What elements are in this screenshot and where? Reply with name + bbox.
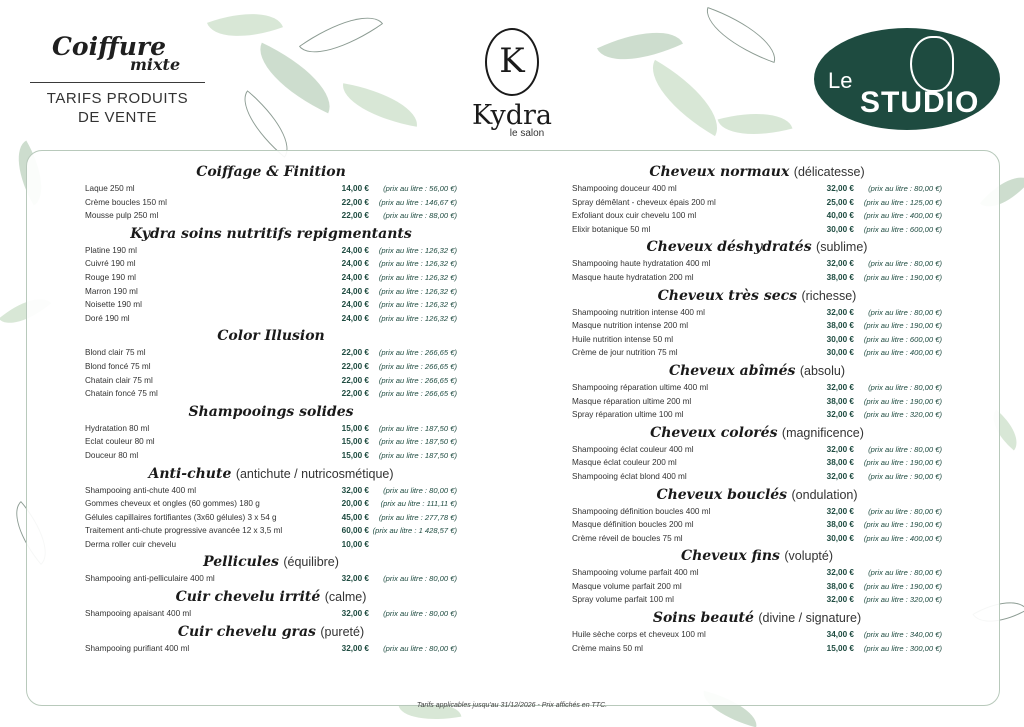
product-row [572, 456, 942, 470]
product-price: 22,00 € [341, 389, 369, 399]
product-price: 32,00 € [341, 609, 369, 619]
unit-price: (prix au litre : 266,65 €) [378, 348, 457, 358]
price-panel [26, 150, 1000, 706]
product-row [85, 374, 457, 388]
product-price: 40,00 € [826, 211, 854, 221]
product-price: 24,00 € [341, 286, 369, 296]
product-name: Shampooing purifiant 400 ml [85, 643, 190, 653]
product-row [85, 271, 457, 285]
section-title: Cheveux colorés [650, 424, 778, 441]
product-price: 30,00 € [826, 348, 854, 358]
unit-price: (prix au litre : 80,00 €) [383, 574, 457, 584]
le-studio-logo [814, 28, 1000, 130]
product-row [572, 319, 942, 333]
unit-price: (prix au litre : 90,00 €) [868, 471, 942, 481]
section-title: Cheveux abîmés [668, 362, 796, 379]
product-row [572, 443, 942, 457]
product-name: Shampooing douceur 400 ml [572, 184, 677, 193]
product-row [85, 346, 457, 360]
product-name: Shampooing apaisant 400 ml [85, 609, 192, 619]
product-price: 32,00 € [826, 259, 854, 269]
product-price: 10,00 € [341, 539, 369, 549]
product-name: Shampooing éclat blond 400 ml [572, 471, 687, 481]
unit-price: (prix au litre : 126,32 €) [378, 286, 457, 296]
product-name: Douceur 80 ml [85, 450, 139, 460]
product-row [85, 244, 457, 258]
tarifs-heading-line1: TARIFS PRODUITS [46, 90, 189, 107]
unit-price: (prix au litre : 126,32 €) [378, 313, 457, 323]
right-column [572, 161, 942, 655]
section-heading [85, 161, 457, 182]
section-subtitle: (équilibre) [283, 555, 339, 570]
product-name: Mousse pulp 250 ml [85, 211, 159, 221]
unit-price: (prix au litre : 400,00 €) [863, 533, 942, 543]
product-name: Shampooing volume parfait 400 ml [572, 568, 699, 578]
product-name: Chatain foncé 75 ml [85, 389, 158, 399]
section-title: Color Illusion [217, 328, 325, 345]
section-heading [572, 236, 942, 257]
product-price: 38,00 € [826, 458, 854, 468]
product-price: 32,00 € [341, 485, 369, 495]
product-price: 24,00 € [341, 259, 369, 269]
product-price: 25,00 € [826, 197, 854, 207]
unit-price: (prix au litre : 400,00 €) [863, 348, 942, 358]
product-name: Spray volume parfait 100 ml [572, 595, 674, 605]
product-row [572, 470, 942, 484]
product-price: 22,00 € [341, 197, 369, 207]
section-title: Soins beauté [652, 610, 754, 627]
product-name: Shampooing anti-pelliculaire 400 ml [85, 574, 215, 584]
product-row [85, 435, 457, 449]
section-subtitle: (ondulation) [791, 487, 858, 502]
tarifs-heading-line2: DE VENTE [77, 109, 157, 126]
product-row [85, 607, 457, 621]
product-price: 34,00 € [826, 630, 854, 640]
section-heading [85, 463, 457, 484]
product-row [572, 580, 942, 594]
product-price: 32,00 € [341, 643, 369, 653]
product-row [572, 257, 942, 271]
product-price: 24,00 € [341, 300, 369, 310]
product-row [572, 381, 942, 395]
section-title: Anti-chute [148, 465, 232, 482]
product-name: Noisette 190 ml [85, 300, 142, 310]
section-heading [572, 422, 942, 443]
product-price: 22,00 € [341, 375, 369, 385]
product-row [572, 333, 942, 347]
unit-price: (prix au litre : 190,00 €) [863, 321, 942, 331]
unit-price: (prix au litre : 400,00 €) [863, 211, 942, 221]
product-name: Crème de jour nutrition 75 ml [572, 348, 678, 358]
studio-le-text: Le [828, 68, 853, 93]
product-row [572, 518, 942, 532]
product-name: Exfoliant doux cuir chevelu 100 ml [572, 211, 697, 221]
product-price: 32,00 € [826, 307, 854, 317]
product-price: 32,00 € [826, 410, 854, 420]
product-price: 45,00 € [341, 512, 369, 522]
product-price: 15,00 € [341, 437, 369, 447]
section-heading [572, 545, 942, 566]
unit-price: (prix au litre : 190,00 €) [863, 520, 942, 530]
product-price: 20,00 € [341, 499, 369, 509]
unit-price: (prix au litre : 80,00 €) [868, 259, 942, 269]
product-row [572, 395, 942, 409]
product-name: Shampooing définition boucles 400 ml [572, 506, 711, 516]
product-name: Huile sèche corps et cheveux 100 ml [572, 630, 706, 640]
left-column [85, 161, 457, 655]
kydra-monogram-icon: K [485, 28, 539, 96]
product-row [85, 387, 457, 401]
product-row [85, 642, 457, 656]
section-title: Cuir chevelu irrité [175, 589, 321, 606]
product-name: Masque définition boucles 200 ml [572, 520, 694, 530]
product-price: 15,00 € [341, 423, 369, 433]
product-row [572, 505, 942, 519]
header [0, 0, 1024, 160]
product-name: Crème boucles 150 ml [85, 197, 167, 207]
product-row [572, 566, 942, 580]
section-heading [85, 325, 457, 346]
product-name: Spray démêlant - cheveux épais 200 ml [572, 197, 716, 207]
section-subtitle: (pureté) [320, 624, 365, 639]
product-name: Derma roller cuir chevelu [85, 539, 177, 549]
product-name: Chatain clair 75 ml [85, 375, 153, 385]
product-row [85, 572, 457, 586]
product-row [572, 196, 942, 210]
section-subtitle: (calme) [324, 590, 367, 605]
product-price: 38,00 € [826, 321, 854, 331]
unit-price: (prix au litre : 80,00 €) [383, 485, 457, 495]
product-row [85, 257, 457, 271]
product-name: Laque 250 ml [85, 184, 135, 193]
mixte-subtitle: mixte [130, 55, 181, 74]
unit-price: (prix au litre : 80,00 €) [868, 382, 942, 392]
product-name: Masque éclat couleur 200 ml [572, 458, 677, 468]
section-heading [85, 586, 457, 607]
product-row [572, 271, 942, 285]
section-title: Cheveux très secs [657, 287, 798, 304]
product-name: Masque nutrition intense 200 ml [572, 321, 689, 331]
product-price: 30,00 € [826, 533, 854, 543]
section-title: Shampooings solides [188, 403, 354, 420]
section-heading [572, 360, 942, 381]
product-price: 30,00 € [826, 224, 854, 234]
product-name: Elixir botanique 50 ml [572, 224, 651, 234]
product-row [572, 306, 942, 320]
unit-price: (prix au litre : 126,32 €) [378, 272, 457, 282]
product-name: Masque réparation ultime 200 ml [572, 396, 692, 406]
section-heading [85, 621, 457, 642]
product-row [85, 209, 457, 223]
product-row [85, 524, 457, 538]
unit-price: (prix au litre : 190,00 €) [863, 396, 942, 406]
section-heading [572, 161, 942, 182]
section-subtitle: (volupté) [784, 549, 833, 564]
product-name: Crème réveil de boucles 75 ml [572, 533, 683, 543]
unit-price: (prix au litre : 80,00 €) [868, 307, 942, 317]
product-price: 32,00 € [826, 471, 854, 481]
product-name: Doré 190 ml [85, 313, 130, 323]
product-price: 32,00 € [341, 574, 369, 584]
product-row [85, 449, 457, 463]
unit-price: (prix au litre : 88,00 €) [383, 211, 457, 221]
unit-price: (prix au litre : 80,00 €) [868, 184, 942, 193]
product-price: 38,00 € [826, 396, 854, 406]
product-name: Shampooing réparation ultime 400 ml [572, 382, 709, 392]
product-name: Hydratation 80 ml [85, 423, 150, 433]
product-name: Marron 190 ml [85, 286, 138, 296]
product-price: 30,00 € [826, 334, 854, 344]
product-row [572, 642, 942, 656]
product-name: Cuivré 190 ml [85, 259, 136, 269]
section-title: Cuir chevelu gras [177, 623, 316, 640]
unit-price: (prix au litre : 190,00 €) [863, 272, 942, 282]
unit-price: (prix au litre : 80,00 €) [383, 643, 457, 653]
unit-price: (prix au litre : 190,00 €) [863, 581, 942, 591]
product-row [572, 182, 942, 196]
unit-price: (prix au litre : 266,65 €) [378, 375, 457, 385]
unit-price [369, 538, 457, 552]
section-subtitle: (absolu) [799, 363, 846, 378]
product-price: 60,00 € [341, 526, 369, 536]
unit-price: (prix au litre : 187,50 €) [378, 437, 457, 447]
product-price: 15,00 € [826, 643, 854, 653]
unit-price: (prix au litre : 187,50 €) [378, 450, 457, 460]
section-subtitle: (antichute / nutricosmétique) [235, 466, 394, 481]
product-row [572, 408, 942, 422]
product-price: 32,00 € [826, 595, 854, 605]
product-name: Eclat couleur 80 ml [85, 437, 155, 447]
product-price: 22,00 € [341, 361, 369, 371]
section-title: Coiffage & Finition [196, 164, 346, 180]
product-price: 15,00 € [341, 450, 369, 460]
unit-price: (prix au litre : 190,00 €) [863, 458, 942, 468]
section-subtitle: (délicatesse) [793, 165, 865, 179]
product-row [572, 346, 942, 360]
studio-text: STUDIO [860, 86, 980, 119]
product-row [85, 497, 457, 511]
product-name: Huile nutrition intense 50 ml [572, 334, 674, 344]
product-price: 22,00 € [341, 211, 369, 221]
product-row [85, 511, 457, 525]
product-price: 38,00 € [826, 520, 854, 530]
unit-price: (prix au litre : 80,00 €) [868, 506, 942, 516]
section-subtitle: (sublime) [816, 240, 868, 255]
section-title: Cheveux fins [680, 548, 780, 565]
section-subtitle: (divine / signature) [758, 611, 862, 626]
unit-price: (prix au litre : 56,00 €) [383, 184, 457, 193]
product-name: Blond clair 75 ml [85, 348, 146, 358]
unit-price: (prix au litre : 126,32 €) [378, 245, 457, 255]
product-name: Platine 190 ml [85, 245, 137, 255]
product-name: Blond foncé 75 ml [85, 361, 151, 371]
coiffure-title: Coiffure [52, 32, 167, 61]
product-name: Gommes cheveux et ongles (60 gommes) 180 g [85, 499, 260, 509]
unit-price: (prix au litre : 80,00 €) [383, 609, 457, 619]
unit-price: (prix au litre : 320,00 €) [863, 410, 942, 420]
product-price: 38,00 € [826, 581, 854, 591]
section-heading [572, 607, 942, 628]
product-row [85, 312, 457, 326]
unit-price: (prix au litre : 320,00 €) [863, 595, 942, 605]
section-subtitle: (magnificence) [781, 425, 864, 440]
section-title: Cheveux déshydratés [646, 239, 812, 256]
product-row [85, 484, 457, 498]
product-row [85, 182, 457, 196]
section-heading [572, 484, 942, 505]
product-row [572, 628, 942, 642]
kydra-logo [462, 28, 562, 139]
product-name: Gélules capillaires fortifiantes (3x60 gélules) 3 x 54 g [85, 512, 277, 522]
product-name: Shampooing anti-chute 400 ml [85, 485, 197, 495]
section-title: Kydra soins nutritifs repigmentants [130, 225, 412, 242]
section-title: Cheveux bouclés [656, 486, 788, 503]
unit-price: (prix au litre : 187,50 €) [378, 423, 457, 433]
product-price: 14,00 € [341, 184, 369, 193]
product-row [85, 422, 457, 436]
section-heading [572, 285, 942, 306]
unit-price: (prix au litre : 600,00 €) [863, 334, 942, 344]
unit-price: (prix au litre : 300,00 €) [863, 643, 942, 653]
product-price: 38,00 € [826, 272, 854, 282]
unit-price: (prix au litre : 111,11 €) [380, 499, 457, 509]
brand-block [30, 32, 205, 127]
product-name: Masque haute hydratation 200 ml [572, 272, 694, 282]
product-price: 24,00 € [341, 313, 369, 323]
product-row [572, 223, 942, 237]
divider [30, 82, 205, 83]
unit-price: (prix au litre : 340,00 €) [863, 630, 942, 640]
unit-price: (prix au litre : 80,00 €) [868, 568, 942, 578]
product-price: 24,00 € [341, 272, 369, 282]
product-price: 32,00 € [826, 184, 854, 193]
product-price: 32,00 € [826, 568, 854, 578]
product-name: Spray réparation ultime 100 ml [572, 410, 684, 420]
unit-price: (prix au litre : 80,00 €) [868, 444, 942, 454]
product-price: 32,00 € [826, 506, 854, 516]
unit-price: (prix au litre : 600,00 €) [863, 224, 942, 234]
section-title: Cheveux normaux [649, 164, 790, 180]
salon-name: Kydra [472, 100, 552, 131]
product-row [85, 298, 457, 312]
footer-note: Tarifs applicables jusqu'au 31/12/2026 - Prix affichés en TTC. [416, 702, 608, 709]
product-name: Shampooing éclat couleur 400 ml [572, 444, 694, 454]
product-name: Traitement anti-chute progressive avancée 12 x 3,5 ml [85, 526, 283, 536]
product-price: 32,00 € [826, 444, 854, 454]
section-heading [85, 551, 457, 572]
product-name: Crème mains 50 ml [572, 643, 643, 653]
product-name: Shampooing haute hydratation 400 ml [572, 259, 711, 269]
section-subtitle: (richesse) [801, 288, 857, 303]
unit-price: (prix au litre : 266,65 €) [378, 389, 457, 399]
product-row [572, 209, 942, 223]
product-name: Masque volume parfait 200 ml [572, 581, 682, 591]
unit-price: (prix au litre : 126,32 €) [378, 259, 457, 269]
product-row [85, 538, 457, 552]
unit-price: (prix au litre : 126,32 €) [378, 300, 457, 310]
section-heading [85, 401, 457, 422]
product-price: 24,00 € [341, 245, 369, 255]
unit-price: (prix au litre : 277,78 €) [378, 512, 457, 522]
product-row [85, 285, 457, 299]
unit-price: (prix au litre : 125,00 €) [863, 197, 942, 207]
product-name: Shampooing nutrition intense 400 ml [572, 307, 705, 317]
product-row [85, 360, 457, 374]
product-name: Rouge 190 ml [85, 272, 136, 282]
product-row [85, 196, 457, 210]
unit-price: (prix au litre : 146,67 €) [378, 197, 457, 207]
unit-price: (prix au litre : 1 428,57 €) [372, 526, 457, 536]
section-heading [85, 223, 457, 244]
salon-subtitle: le salon [509, 128, 545, 139]
product-price: 22,00 € [341, 348, 369, 358]
woman-profile-icon [910, 36, 954, 92]
section-title: Pellicules [203, 554, 279, 571]
product-price: 32,00 € [826, 382, 854, 392]
product-row [572, 593, 942, 607]
unit-price: (prix au litre : 266,65 €) [378, 361, 457, 371]
product-row [572, 532, 942, 546]
